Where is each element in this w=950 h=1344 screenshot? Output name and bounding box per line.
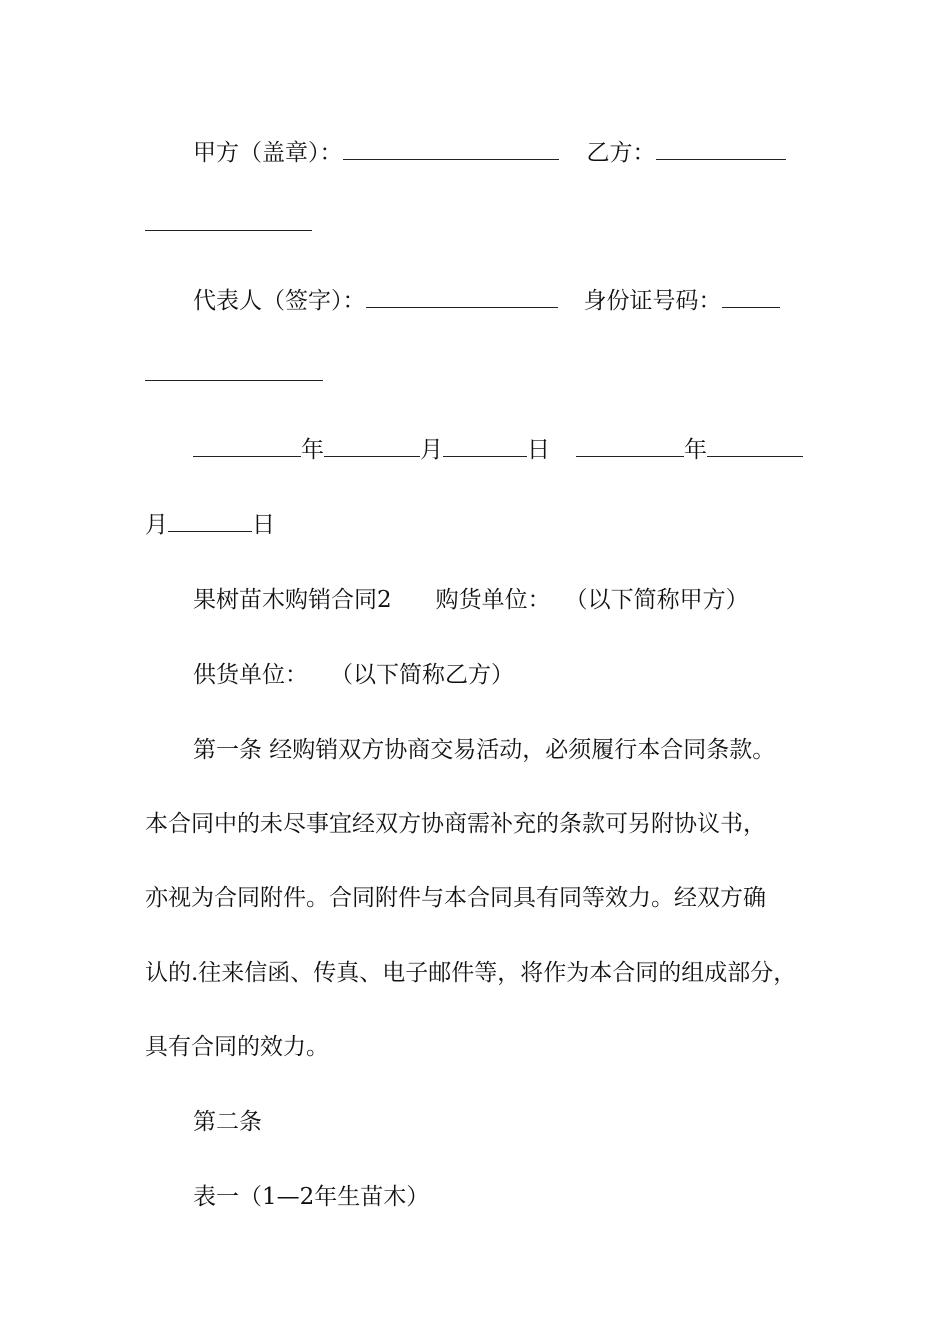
- article2-title: 第二条: [193, 1109, 262, 1135]
- month-b-label: 月: [145, 512, 168, 538]
- day-b-label: 日: [252, 512, 275, 538]
- party-b-blank-continuation: [145, 210, 312, 238]
- contract2-title-row: [193, 586, 749, 614]
- supplier-label: 供货单位：: [193, 662, 308, 688]
- representative-label: 代表人（签字）：: [193, 288, 366, 314]
- article1-line-2: 本合同中的未尽事宜经双方协商需补充的条款可另附协议书，: [145, 811, 766, 837]
- party-b-blank: [656, 139, 786, 160]
- id-number-blank: [722, 287, 780, 308]
- contract2-title: 果树苗木购销合同2: [193, 587, 392, 613]
- buyer-label: 购货单位：: [435, 587, 551, 613]
- id-number-label: 身份证号码：: [583, 288, 722, 314]
- representative-row: [193, 287, 780, 315]
- day-a-label: 日: [527, 437, 550, 463]
- year-a-label: 年: [301, 437, 324, 463]
- year-a-blank: [193, 436, 301, 457]
- date-row-continuation: [145, 511, 275, 539]
- party-b-label: 乙方：: [586, 140, 656, 166]
- party-a-seal-blank: [343, 139, 559, 160]
- buyer-note: （以下简称甲方）: [564, 587, 749, 613]
- party-a-label: 甲方（盖章）：: [193, 140, 343, 166]
- day-a-blank: [443, 436, 527, 457]
- month-b-blank: [707, 436, 803, 457]
- article1-line-5: 具有合同的效力。: [145, 1034, 329, 1060]
- date-row: [193, 436, 803, 464]
- month-a-label: 月: [420, 437, 443, 463]
- id-number-blank-cont: [145, 360, 323, 381]
- article1-line-4: 认的.往来信函、传真、电子邮件等，将作为本合同的组成部分，: [145, 960, 797, 986]
- table1-title: 表一（1—2年生苗木）: [193, 1184, 430, 1210]
- article1-line-3: 亦视为合同附件。合同附件与本合同具有同等效力。经双方确: [145, 885, 766, 911]
- month-a-blank: [324, 436, 420, 457]
- year-b-blank: [576, 436, 684, 457]
- article1-line-1: 第一条 经购销双方协商交易活动，必须履行本合同条款。: [193, 737, 776, 763]
- year-b-label: 年: [684, 437, 707, 463]
- representative-signature-blank: [366, 287, 558, 308]
- party-a-row: [193, 139, 786, 167]
- id-number-blank-continuation: [145, 360, 323, 388]
- supplier-row: [193, 661, 514, 689]
- supplier-note: （以下简称乙方）: [330, 662, 514, 688]
- party-b-blank-cont: [145, 210, 312, 231]
- day-b-blank: [168, 511, 252, 532]
